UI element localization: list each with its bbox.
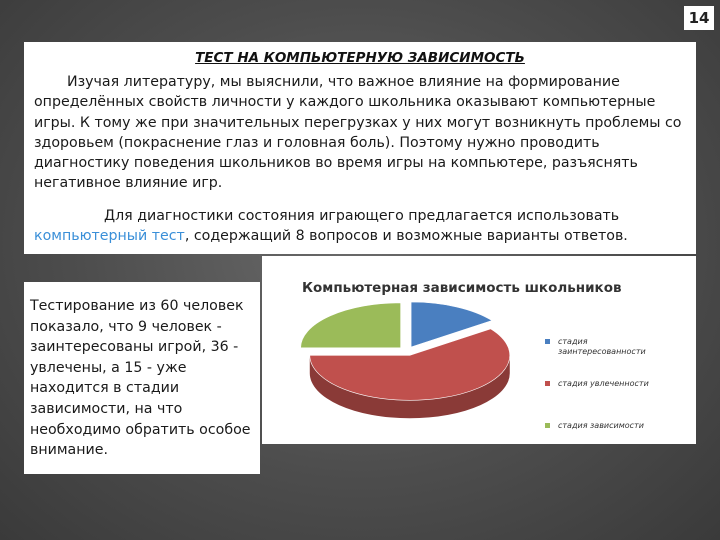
legend-label-2: стадия увлеченности xyxy=(558,379,649,388)
legend-swatch-1 xyxy=(545,339,550,344)
chart-legend xyxy=(545,337,649,430)
test-paragraph-lead: Для диагностики состояния играющего предлагается использовать xyxy=(104,208,620,224)
legend-label-3: стадия зависимости xyxy=(558,421,644,430)
pie-slice-3 xyxy=(301,303,401,348)
slide-number: 14 xyxy=(684,6,714,30)
pie-chart xyxy=(262,256,696,444)
legend-swatch-2 xyxy=(545,381,550,386)
intro-paragraph: Изучая литературу, мы выяснили, что важное влияние на формирование определённых свойств личности у каждого школьника оказывают компьютерные игры. К тому же при значительных перегрузках у них могут возникнуть проблемы со здоровьем (покраснение глаз и головная боль). Поэтому нужно проводить диагностику поведения школьников во время игры на компьютере, разъяснять негативное влияние игр. xyxy=(34,74,682,192)
intro-panel xyxy=(24,42,696,254)
legend-label-1: стадия заинтересованности xyxy=(558,337,646,356)
page-title: ТЕСТ НА КОМПЬЮТЕРНУЮ ЗАВИСИМОСТЬ xyxy=(195,50,525,66)
chart-title: Компьютерная зависимость школьников xyxy=(302,280,622,296)
test-paragraph xyxy=(34,206,688,247)
computer-test-link[interactable]: компьютерный тест xyxy=(34,228,185,245)
test-paragraph-tail: , содержащий 8 вопросов и возможные варианты ответов. xyxy=(184,228,628,245)
pie-chart-panel xyxy=(262,256,696,444)
results-text: Тестирование из 60 человек показало, что 9 человек - заинтересованы игрой, 36 - увлечены, а 15 - уже находится в стадии зависимости, на что необходимо обратить особое внимание. xyxy=(30,298,251,459)
legend-swatch-3 xyxy=(545,423,550,428)
pie-slices xyxy=(301,302,510,418)
results-panel xyxy=(24,282,260,474)
